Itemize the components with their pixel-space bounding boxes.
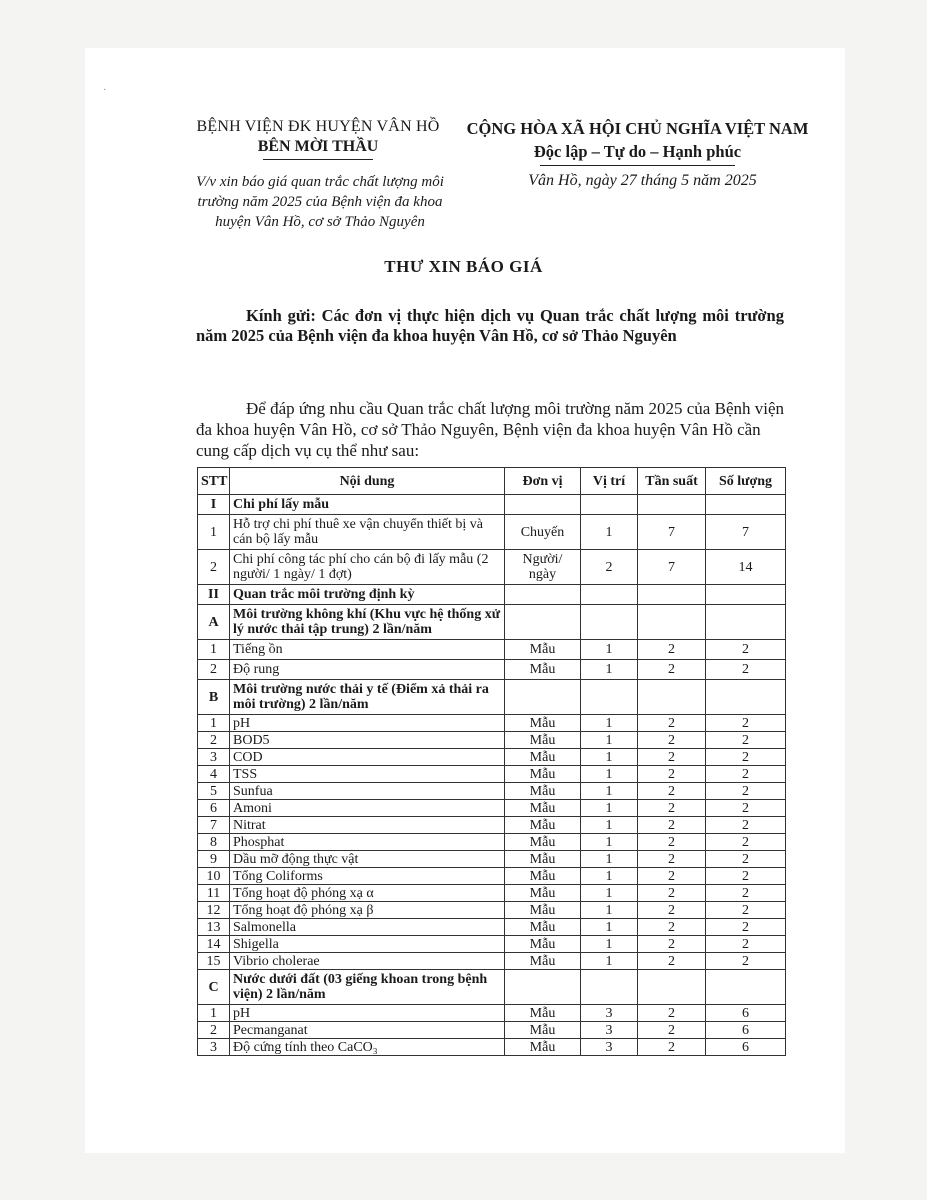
row-location: 1	[581, 749, 638, 766]
row-content: Shigella	[230, 936, 505, 953]
row-unit: Mẫu	[505, 902, 581, 919]
row-location: 2	[581, 550, 638, 585]
row-stt: 7	[198, 817, 230, 834]
row-frequency: 2	[638, 885, 706, 902]
row-unit	[505, 970, 581, 1005]
national-title: CỘNG HÒA XÃ HỘI CHỦ NGHĨA VIỆT NAM	[466, 119, 809, 138]
row-unit: Mẫu	[505, 783, 581, 800]
row-quantity: 6	[706, 1005, 786, 1022]
row-quantity	[706, 605, 786, 640]
row-stt: 3	[198, 1039, 230, 1056]
row-location: 1	[581, 640, 638, 660]
document-date: Vân Hồ, ngày 27 tháng 5 năm 2025	[528, 172, 757, 189]
table-header-row	[198, 468, 786, 495]
row-quantity: 2	[706, 868, 786, 885]
row-location: 1	[581, 766, 638, 783]
row-location: 3	[581, 1039, 638, 1056]
row-location	[581, 495, 638, 515]
row-content: pH	[230, 1005, 505, 1022]
row-stt: 1	[198, 715, 230, 732]
issuing-department: BÊN MỜI THẦU	[257, 138, 379, 155]
row-frequency: 2	[638, 715, 706, 732]
table-row	[198, 640, 786, 660]
header-location: Vị trí	[581, 468, 638, 495]
table-section-row	[198, 495, 786, 515]
row-location: 1	[581, 902, 638, 919]
row-unit: Mẫu	[505, 749, 581, 766]
row-content: Tổng hoạt độ phóng xạ β	[230, 902, 505, 919]
row-frequency: 7	[638, 515, 706, 550]
row-quantity: 7	[706, 515, 786, 550]
table-row	[198, 660, 786, 680]
row-location: 1	[581, 868, 638, 885]
row-location: 1	[581, 660, 638, 680]
row-frequency: 2	[638, 1022, 706, 1039]
table-row	[198, 817, 786, 834]
row-quantity: 2	[706, 851, 786, 868]
row-unit: Mẫu	[505, 851, 581, 868]
row-content: Salmonella	[230, 919, 505, 936]
row-stt: 15	[198, 953, 230, 970]
row-location	[581, 970, 638, 1005]
row-unit: Mẫu	[505, 732, 581, 749]
row-frequency: 2	[638, 902, 706, 919]
row-content: Pecmanganat	[230, 1022, 505, 1039]
row-stt: 3	[198, 749, 230, 766]
row-location: 1	[581, 515, 638, 550]
row-frequency: 2	[638, 1039, 706, 1056]
row-quantity: 2	[706, 834, 786, 851]
row-quantity: 2	[706, 640, 786, 660]
row-quantity	[706, 585, 786, 605]
row-unit: Mẫu	[505, 953, 581, 970]
table-row	[198, 783, 786, 800]
table-row	[198, 515, 786, 550]
row-quantity: 2	[706, 715, 786, 732]
row-content: BOD5	[230, 732, 505, 749]
row-stt: 5	[198, 783, 230, 800]
row-location: 1	[581, 732, 638, 749]
table-row	[198, 1022, 786, 1039]
row-frequency	[638, 495, 706, 515]
table-row	[198, 851, 786, 868]
table-row	[198, 749, 786, 766]
row-content: Độ rung	[230, 660, 505, 680]
row-location: 1	[581, 834, 638, 851]
row-quantity: 2	[706, 953, 786, 970]
row-unit: Mẫu	[505, 834, 581, 851]
table-row	[198, 1005, 786, 1022]
header-frequency: Tần suất	[638, 468, 706, 495]
row-content: Phosphat	[230, 834, 505, 851]
row-stt: 10	[198, 868, 230, 885]
row-stt: 13	[198, 919, 230, 936]
row-quantity	[706, 970, 786, 1005]
row-unit: Mẫu	[505, 885, 581, 902]
row-unit	[505, 605, 581, 640]
header-left	[178, 117, 458, 160]
national-motto: Độc lập – Tự do – Hạnh phúc	[533, 142, 742, 161]
intro-paragraph: Để đáp ứng nhu cầu Quan trắc chất lượng môi trường năm 2025 của Bệnh viện đa khoa huyện Vân Hồ, cơ sở Thảo Nguyên, Bệnh viện đa khoa huyện Vân Hồ cần cung cấp dịch vụ cụ thể như sau:	[196, 399, 785, 460]
table-row	[198, 936, 786, 953]
row-unit: Mẫu	[505, 919, 581, 936]
quotation-table	[197, 467, 786, 1056]
row-stt: 4	[198, 766, 230, 783]
row-location	[581, 605, 638, 640]
header-unit: Đơn vị	[505, 468, 581, 495]
row-frequency: 2	[638, 1005, 706, 1022]
row-unit: Mẫu	[505, 817, 581, 834]
row-stt: C	[198, 970, 230, 1005]
row-unit: Mẫu	[505, 936, 581, 953]
row-quantity: 2	[706, 749, 786, 766]
row-content: Độ cứng tính theo CaCO₃	[230, 1039, 505, 1056]
header-right	[460, 117, 815, 166]
row-frequency: 2	[638, 749, 706, 766]
row-stt: 14	[198, 936, 230, 953]
row-location: 1	[581, 800, 638, 817]
recipient-paragraph: Kính gửi: Các đơn vị thực hiện dịch vụ Quan trắc chất lượng môi trường năm 2025 của Bệnh viện đa khoa huyện Vân Hồ, cơ sở Thảo Nguyên	[196, 306, 784, 345]
motto-underline	[540, 165, 735, 166]
row-frequency: 2	[638, 660, 706, 680]
row-frequency: 2	[638, 868, 706, 885]
row-unit: Chuyến	[505, 515, 581, 550]
header-stt: STT	[198, 468, 230, 495]
table-row	[198, 766, 786, 783]
row-unit	[505, 585, 581, 605]
row-frequency: 2	[638, 800, 706, 817]
table-section-row	[198, 970, 786, 1005]
row-frequency: 2	[638, 783, 706, 800]
row-quantity: 2	[706, 885, 786, 902]
table-row	[198, 902, 786, 919]
table-row	[198, 885, 786, 902]
row-quantity: 2	[706, 936, 786, 953]
document-title: THƯ XIN BÁO GIÁ	[384, 257, 543, 276]
table-row	[198, 800, 786, 817]
row-unit: Mẫu	[505, 660, 581, 680]
table-section-row	[198, 605, 786, 640]
row-frequency: 2	[638, 953, 706, 970]
table-row	[198, 919, 786, 936]
row-quantity	[706, 680, 786, 715]
row-content: Amoni	[230, 800, 505, 817]
row-quantity	[706, 495, 786, 515]
table-row	[198, 868, 786, 885]
row-quantity: 2	[706, 919, 786, 936]
row-content: Tổng Coliforms	[230, 868, 505, 885]
row-frequency: 2	[638, 936, 706, 953]
row-frequency: 2	[638, 766, 706, 783]
row-content: Quan trắc môi trường định kỳ	[230, 585, 505, 605]
table-row	[198, 732, 786, 749]
scan-speck: ·	[103, 85, 107, 96]
row-stt: 2	[198, 550, 230, 585]
row-frequency: 2	[638, 834, 706, 851]
table-row	[198, 550, 786, 585]
header-left-underline	[263, 159, 373, 160]
row-quantity: 6	[706, 1022, 786, 1039]
row-unit	[505, 680, 581, 715]
row-unit	[505, 495, 581, 515]
row-quantity: 6	[706, 1039, 786, 1056]
row-frequency	[638, 605, 706, 640]
row-frequency: 2	[638, 817, 706, 834]
row-stt: 2	[198, 660, 230, 680]
row-unit: Mẫu	[505, 715, 581, 732]
row-quantity: 2	[706, 766, 786, 783]
row-location: 1	[581, 817, 638, 834]
row-content: Chi phí công tác phí cho cán bộ đi lấy mẫu (2 người/ 1 ngày/ 1 đợt)	[230, 550, 505, 585]
row-frequency: 2	[638, 640, 706, 660]
table-body	[198, 495, 786, 1056]
row-quantity: 14	[706, 550, 786, 585]
row-frequency: 2	[638, 919, 706, 936]
row-quantity: 2	[706, 902, 786, 919]
row-content: Sunfua	[230, 783, 505, 800]
row-content: Môi trường không khí (Khu vực hệ thống xử lý nước thải tập trung) 2 lần/năm	[230, 605, 505, 640]
row-stt: 1	[198, 1005, 230, 1022]
row-content: COD	[230, 749, 505, 766]
row-location: 1	[581, 715, 638, 732]
row-content: Tiếng ồn	[230, 640, 505, 660]
row-location: 1	[581, 885, 638, 902]
row-content: Tổng hoạt độ phóng xạ α	[230, 885, 505, 902]
row-content: Nitrat	[230, 817, 505, 834]
row-location: 3	[581, 1005, 638, 1022]
row-stt: 8	[198, 834, 230, 851]
row-unit: Mẫu	[505, 766, 581, 783]
row-location: 1	[581, 851, 638, 868]
row-content: Nước dưới đất (03 giếng khoan trong bệnh viện) 2 lần/năm	[230, 970, 505, 1005]
row-location: 1	[581, 919, 638, 936]
row-stt: 6	[198, 800, 230, 817]
row-quantity: 2	[706, 732, 786, 749]
row-stt: 1	[198, 515, 230, 550]
row-unit: Người/ ngày	[505, 550, 581, 585]
row-content: Hỗ trợ chi phí thuê xe vận chuyển thiết bị và cán bộ lấy mẫu	[230, 515, 505, 550]
row-stt: B	[198, 680, 230, 715]
row-content: Chi phí lấy mẫu	[230, 495, 505, 515]
row-location	[581, 585, 638, 605]
row-location: 1	[581, 936, 638, 953]
row-stt: II	[198, 585, 230, 605]
row-unit: Mẫu	[505, 1005, 581, 1022]
row-quantity: 2	[706, 800, 786, 817]
row-frequency: 7	[638, 550, 706, 585]
row-content: Vibrio cholerae	[230, 953, 505, 970]
table-section-row	[198, 585, 786, 605]
row-quantity: 2	[706, 817, 786, 834]
row-stt: A	[198, 605, 230, 640]
row-location: 3	[581, 1022, 638, 1039]
row-unit: Mẫu	[505, 1022, 581, 1039]
row-frequency	[638, 585, 706, 605]
row-location: 1	[581, 953, 638, 970]
row-frequency	[638, 970, 706, 1005]
table-section-row	[198, 680, 786, 715]
row-stt: 9	[198, 851, 230, 868]
header-quantity: Số lượng	[706, 468, 786, 495]
row-quantity: 2	[706, 783, 786, 800]
table-row	[198, 715, 786, 732]
issuing-organization: BỆNH VIỆN ĐK HUYỆN VÂN HỒ	[196, 118, 440, 135]
row-stt: 2	[198, 732, 230, 749]
row-content: pH	[230, 715, 505, 732]
row-content: Môi trường nước thải y tế (Điểm xả thải ra môi trường) 2 lần/năm	[230, 680, 505, 715]
row-location: 1	[581, 783, 638, 800]
row-quantity: 2	[706, 660, 786, 680]
row-frequency: 2	[638, 851, 706, 868]
row-stt: 1	[198, 640, 230, 660]
row-stt: 11	[198, 885, 230, 902]
table-row	[198, 834, 786, 851]
row-frequency	[638, 680, 706, 715]
row-frequency: 2	[638, 732, 706, 749]
row-location	[581, 680, 638, 715]
table-row	[198, 1039, 786, 1056]
row-unit: Mẫu	[505, 1039, 581, 1056]
row-stt: 2	[198, 1022, 230, 1039]
header-content: Nội dung	[230, 468, 505, 495]
row-unit: Mẫu	[505, 868, 581, 885]
row-content: Dầu mỡ động thực vật	[230, 851, 505, 868]
subject-line: V/v xin báo giá quan trắc chất lượng môi trường năm 2025 của Bệnh viện đa khoa huyện Vân Hồ, cơ sở Thảo Nguyên	[196, 174, 444, 230]
row-content: TSS	[230, 766, 505, 783]
row-stt: I	[198, 495, 230, 515]
row-unit: Mẫu	[505, 800, 581, 817]
row-stt: 12	[198, 902, 230, 919]
row-unit: Mẫu	[505, 640, 581, 660]
table-row	[198, 953, 786, 970]
